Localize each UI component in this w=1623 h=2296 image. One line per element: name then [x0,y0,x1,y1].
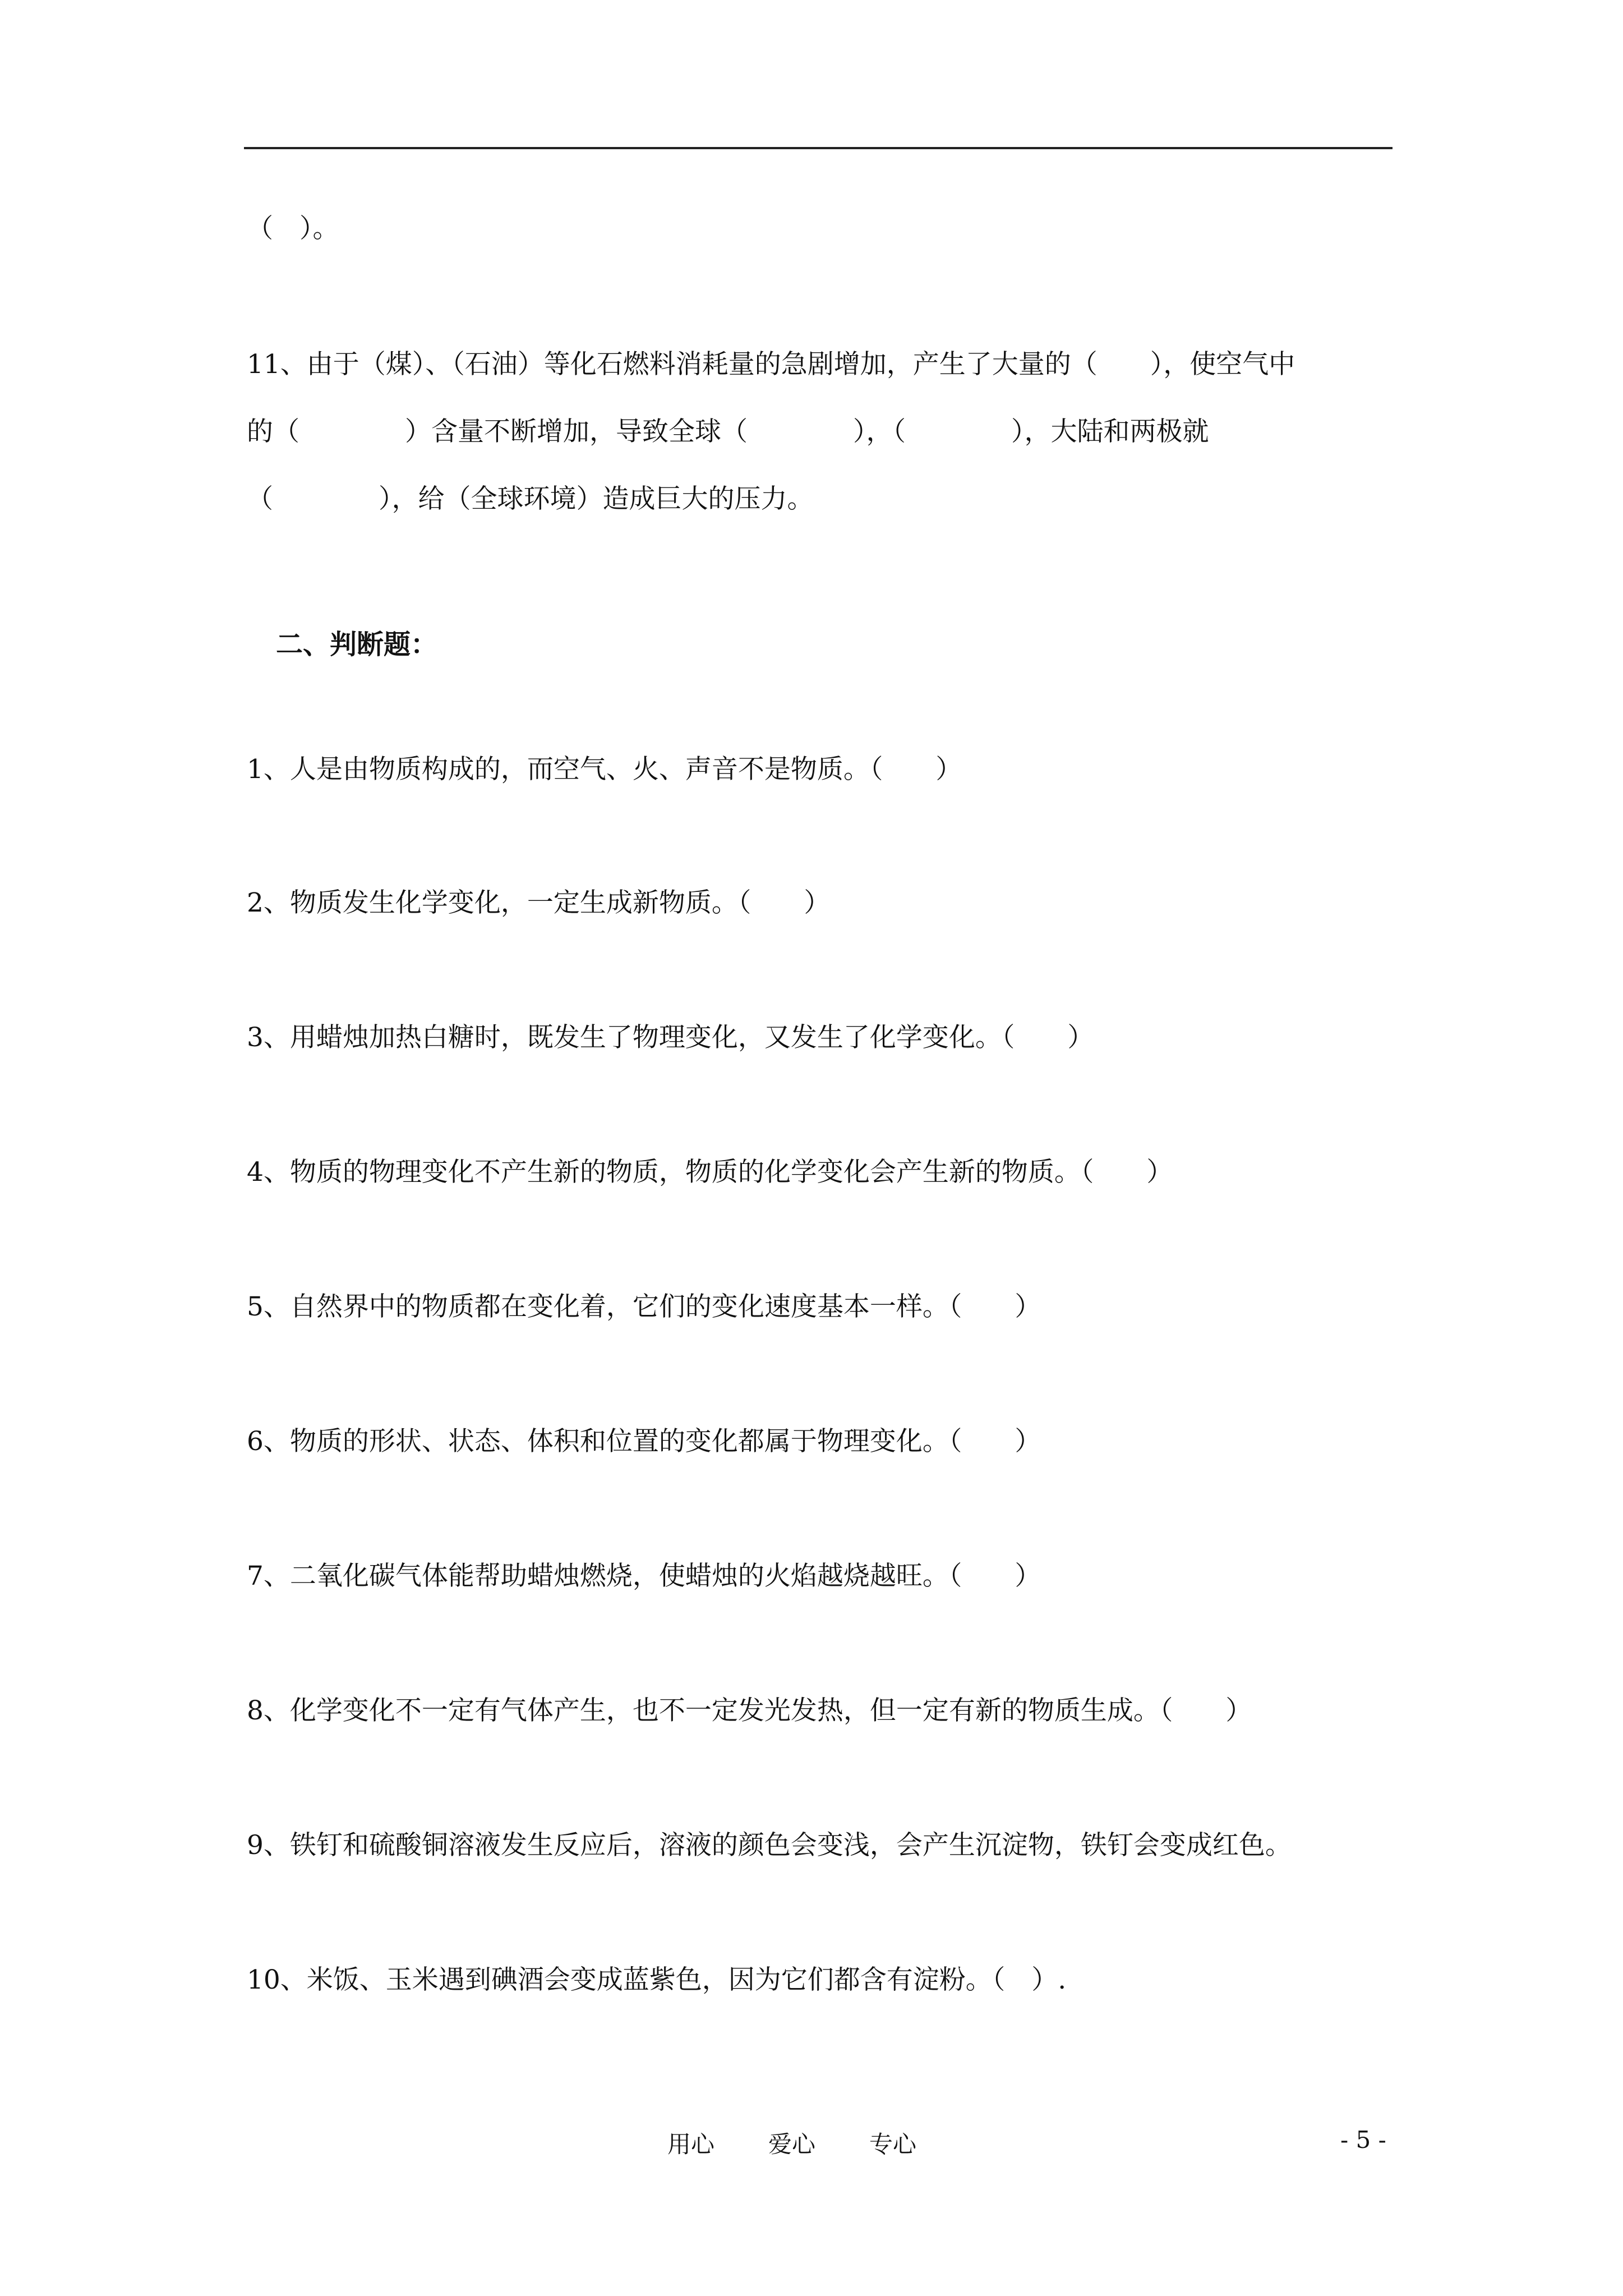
judge-item-8: 8、化学变化不一定有气体产生，也不一定发光发热，但一定有新的物质生成。（ ） [247,1695,1252,1726]
footer-slogan-1: 用心 [667,2131,715,2158]
judge-item-3: 3、用蜡烛加热白糖时，既发生了物理变化，又发生了化学变化。（ ） [247,1022,1094,1053]
judge-item-9: 9、铁钉和硫酸铜溶液发生反应后，溶液的颜色会变浅，会产生沉淀物，铁钉会变成红色。 [247,1830,1292,1861]
page-number: - 5 - [1340,2126,1386,2154]
judge-item-10: 10、米饭、玉米遇到碘酒会变成蓝紫色，因为它们都含有淀粉。（ ）. [247,1964,1067,1995]
fill-question-11-line-1: 11、由于（煤）、（石油）等化石燃料消耗量的急剧增加，产生了大量的（ ），使空气中 [247,349,1295,380]
fill-question-11-line-2: 的（ ）含量不断增加，导致全球（ ），（ ），大陆和两极就 [247,416,1209,447]
footer-slogan-2: 爱心 [768,2131,816,2158]
judge-item-4: 4、物质的物理变化不产生新的物质，物质的化学变化会产生新的物质。（ ） [247,1157,1173,1188]
judge-item-1: 1、人是由物质构成的，而空气、火、声音不是物质。（ ） [247,754,962,785]
section-title-judgment: 二、判断题： [276,629,438,660]
footer-slogan-3: 专心 [869,2131,917,2158]
judge-item-2: 2、物质发生化学变化，一定生成新物质。（ ） [247,887,831,918]
fill-question-11-line-3: （ ），给（全球环境）造成巨大的压力。 [247,484,814,514]
continuation-blank: （ ）。 [247,213,339,244]
judge-item-6: 6、物质的形状、状态、体积和位置的变化都属于物理变化。（ ） [247,1426,1041,1457]
judge-item-7: 7、二氧化碳气体能帮助蜡烛燃烧，使蜡烛的火焰越烧越旺。（ ） [247,1561,1041,1591]
judge-item-5: 5、自然界中的物质都在变化着，它们的变化速度基本一样。（ ） [247,1291,1041,1322]
header-rule [244,147,1393,149]
